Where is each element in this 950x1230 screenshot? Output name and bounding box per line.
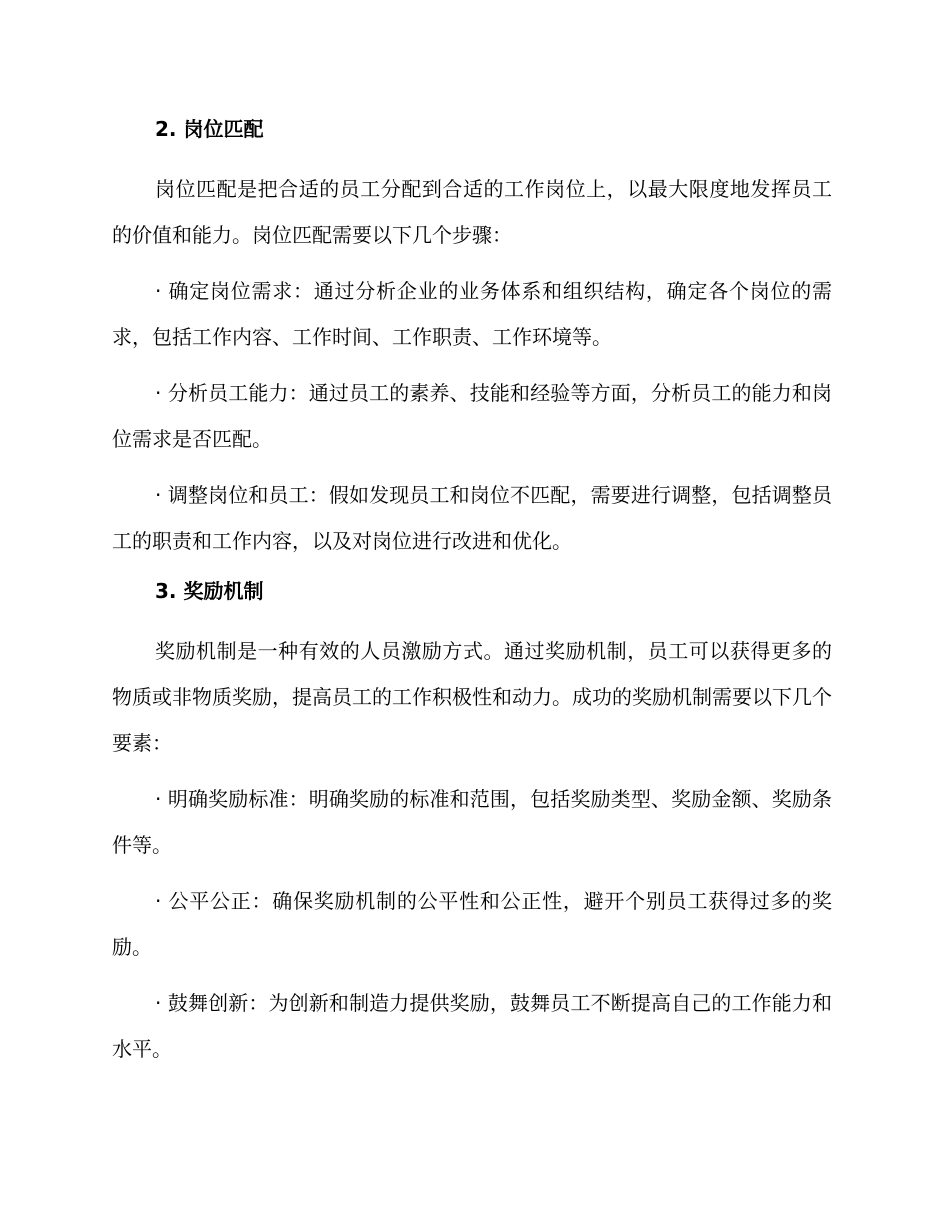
document-body xyxy=(112,112,832,1072)
bullet-clear-reward-standards: · 明确奖励标准：明确奖励的标准和范围，包括奖励类型、奖励金额、奖励条件等。 xyxy=(112,787,832,857)
bullet-fairness: · 公平公正：确保奖励机制的公平性和公正性，避开个别员工获得过多的奖励。 xyxy=(112,889,832,959)
section-heading-reward-mechanism: 3. 奖励机制 xyxy=(155,579,264,603)
bullet-determine-job-needs: · 确定岗位需求：通过分析企业的业务体系和组织结构，确定各个岗位的需求，包括工作内容、工作时间、工作职责、工作环境等。 xyxy=(112,279,832,349)
paragraph-reward-mechanism-intro: 奖励机制是一种有效的人员激励方式。通过奖励机制，员工可以获得更多的物质或非物质奖励，提高员工的工作积极性和动力。成功的奖励机制需要以下几个要素： xyxy=(112,639,832,755)
section-heading-job-matching: 2. 岗位匹配 xyxy=(155,117,264,141)
bullet-adjust-jobs-and-staff: · 调整岗位和员工：假如发现员工和岗位不匹配，需要进行调整，包括调整员工的职责和工作内容，以及对岗位进行改进和优化。 xyxy=(112,483,832,553)
paragraph-job-matching-intro: 岗位匹配是把合适的员工分配到合适的工作岗位上，以最大限度地发挥员工的价值和能力。岗位匹配需要以下几个步骤： xyxy=(112,177,832,247)
bullet-analyze-employee-ability: · 分析员工能力：通过员工的素养、技能和经验等方面，分析员工的能力和岗位需求是否匹配。 xyxy=(112,381,832,451)
bullet-encourage-innovation: · 鼓舞创新：为创新和制造力提供奖励，鼓舞员工不断提高自己的工作能力和水平。 xyxy=(112,991,832,1061)
